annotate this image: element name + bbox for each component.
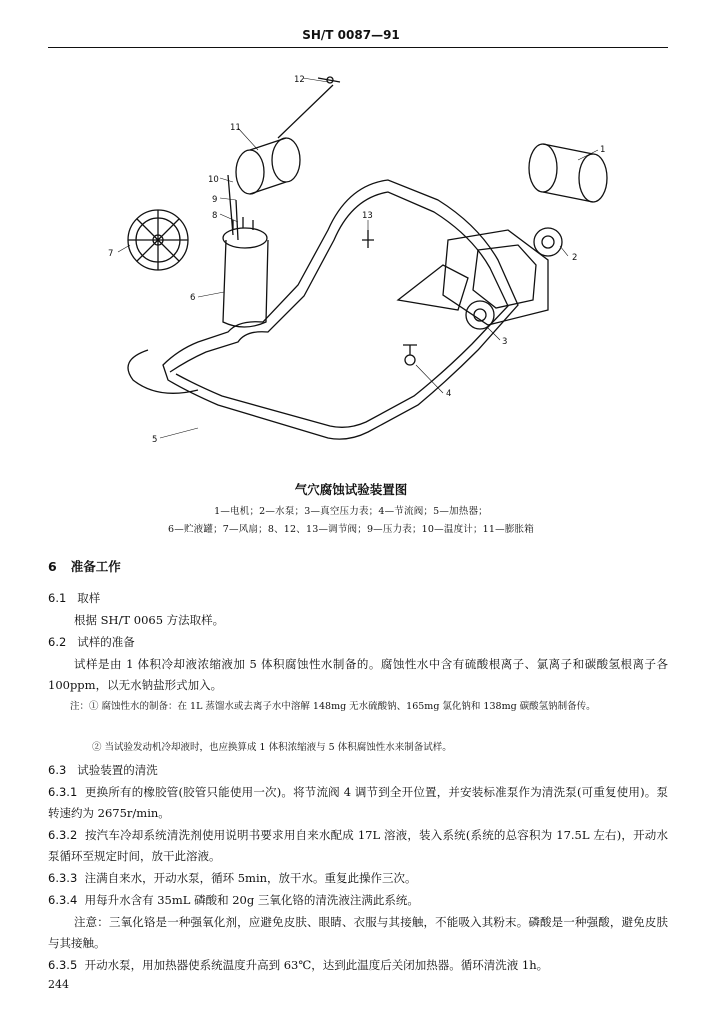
clause-6-1-heading	[48, 588, 668, 609]
clause-6-1-text: 根据 SH/T 0065 方法取样。	[74, 613, 225, 627]
callout-12: 12	[294, 75, 305, 85]
hose-left	[128, 350, 198, 393]
clause-6-3-5	[48, 955, 668, 976]
callout-2: 2	[572, 253, 578, 263]
apparatus-diagram	[48, 60, 668, 480]
callout-9: 9	[212, 195, 218, 205]
callout-3: 3	[502, 337, 508, 347]
page-header: SH/T 0087—91	[302, 28, 400, 42]
clause-number: 6.3.1	[48, 785, 78, 799]
clause-6-3-3	[48, 868, 668, 889]
callout-11: 11	[230, 123, 241, 133]
clause-6-3-4	[48, 890, 668, 911]
clause-6-3-2	[48, 825, 668, 867]
clause-number: 6.3.4	[48, 893, 78, 907]
clause-text: 按汽车冷却系统清洗剂使用说明书要求用自来水配成 17L 溶液，装入系统(系统的总容积为 17.5L 左右)，开动水泵循环至规定时间，放干此溶液。	[48, 828, 669, 863]
clause-text: 开动水泵，用加热器使系统温度升高到 63℃，达到此温度后关闭加热器。循环清洗液 1h。	[84, 958, 549, 972]
clause-number: 6.2	[48, 635, 67, 649]
callout-10: 10	[208, 175, 219, 185]
reservoir-tank	[223, 240, 268, 327]
clause-6-2-text: 试样是由 1 体积冷却液浓缩液加 5 体积腐蚀性水制备的。腐蚀性水中含有硫酸根离子、氯离子和碳酸氢根离子各 100ppm，以无水钠盐形式加入。	[48, 657, 668, 692]
callout-4: 4	[446, 389, 452, 399]
clause-title: 试样的准备	[77, 635, 135, 649]
clause-number: 6.1	[48, 591, 67, 605]
note-1: 注：① 腐蚀性水的制备：在 1L 蒸馏水或去离子水中溶解 148mg 无水硫酸钠、165mg 氯化钠和 138mg 碳酸氢钠制备传。	[70, 701, 596, 712]
figure-legend-line2: 6—贮液罐；7—风扇；8、12、13—调节阀；9—压力表；10—温度计；11—膨胀箱	[168, 524, 534, 535]
clause-text: 注满自来水，开动水泵，循环 5min，放干水。重复此操作三次。	[84, 871, 417, 885]
clause-number: 6.3.3	[48, 871, 78, 885]
clause-number: 6.3	[48, 763, 67, 777]
figure-legend-line1: 1—电机；2—水泵；3—真空压力表；4—节流阀；5—加热器；	[214, 506, 488, 517]
clause-title: 取样	[77, 591, 101, 605]
clause-text: 更换所有的橡胶管(胶管只能使用一次)。将节流阀 4 调节到全开位置，并安装标准泵作为清洗泵(可重复使用)。泵转速约为 2675r/min。	[48, 785, 668, 820]
header-rule	[48, 47, 668, 48]
callout-5: 5	[152, 435, 158, 445]
section-heading	[48, 557, 135, 575]
note-2: ② 当试验发动机冷却液时，也应换算成 1 体积浓缩液与 5 体积腐蚀性水来制备试样。	[92, 742, 452, 753]
clause-text: 用每升水含有 35mL 磷酸和 20g 三氧化铬的清洗液注满此系统。	[84, 893, 419, 907]
callout-7: 7	[108, 249, 114, 259]
clause-6-2-heading	[48, 632, 668, 653]
figure-caption: 气穴腐蚀试验装置图	[294, 482, 408, 497]
section-title: 准备工作	[70, 559, 121, 574]
clause-6-3-1	[48, 782, 668, 824]
caution-note: 注意：三氧化铬是一种强氧化剂，应避免皮肤、眼睛、衣服与其接触，不能吸入其粉末。磷酸是一种强酸，避免皮肤与其接触。	[48, 915, 668, 950]
page-number: 244	[48, 978, 69, 991]
callout-6: 6	[190, 293, 196, 303]
clause-number: 6.3.2	[48, 828, 78, 842]
clause-6-3-heading	[48, 760, 668, 781]
section-number: 6	[48, 559, 57, 574]
callout-8: 8	[212, 211, 218, 221]
callout-13: 13	[362, 211, 373, 221]
callout-1: 1	[600, 145, 606, 155]
clause-number: 6.3.5	[48, 958, 78, 972]
clause-title: 试验装置的清洗	[77, 763, 158, 777]
